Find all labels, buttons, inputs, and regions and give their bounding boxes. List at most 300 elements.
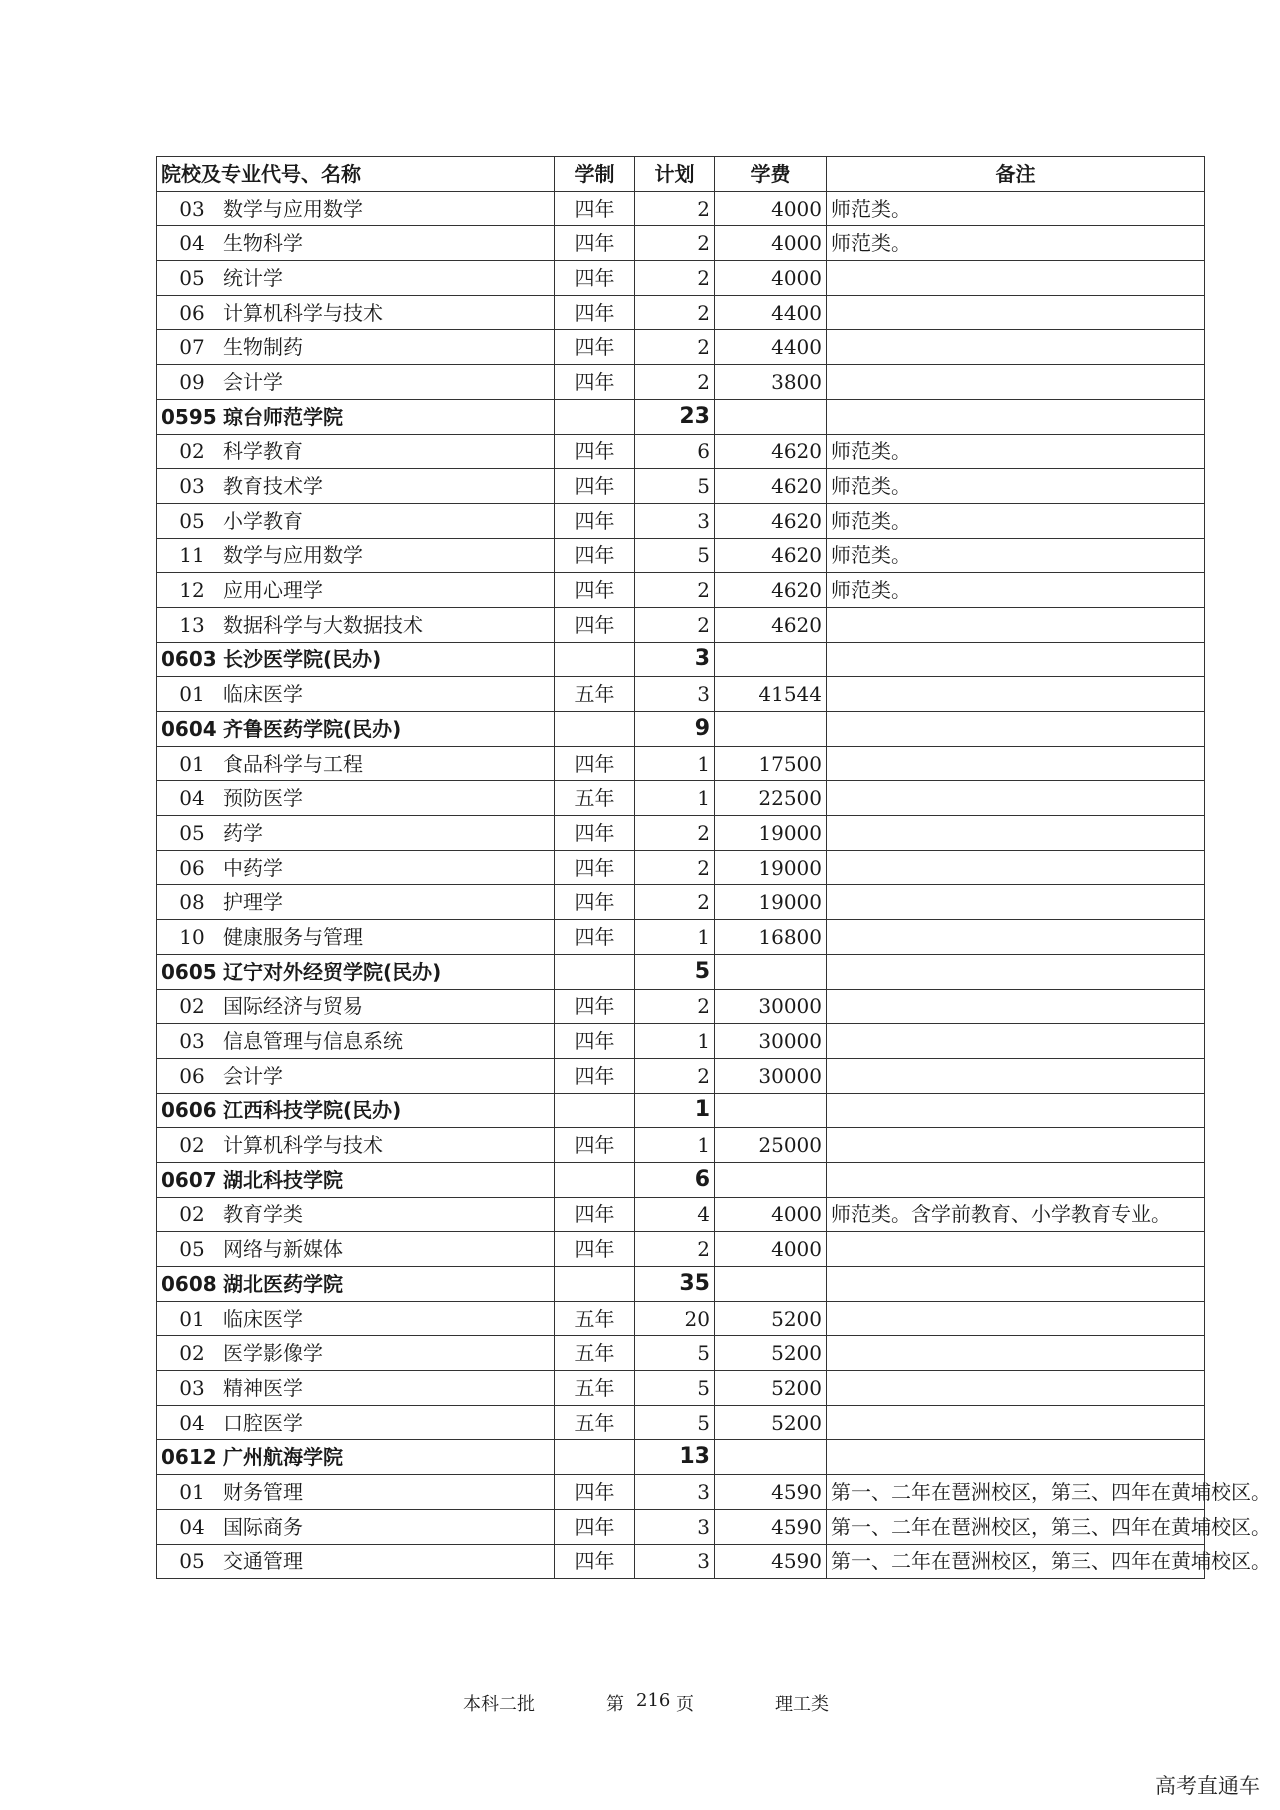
major-row: [157, 1128, 1205, 1163]
major-name: 数学与应用数学: [223, 543, 363, 568]
cell-note: [827, 885, 1205, 920]
major-code: 04: [179, 786, 205, 811]
cell-plan: 2: [635, 1232, 715, 1267]
cell-plan: 5: [635, 954, 715, 989]
major-row: [157, 434, 1205, 469]
major-row: [157, 1336, 1205, 1371]
cell-fee: 4620: [715, 434, 827, 469]
footer-batch: 本科二批: [463, 1694, 535, 1715]
cell-fee: 4590: [715, 1544, 827, 1579]
cell-note: [827, 399, 1205, 434]
cell-note: [827, 1162, 1205, 1197]
cell-plan: 2: [635, 261, 715, 296]
cell-note: [827, 954, 1205, 989]
cell-duration: [555, 1162, 635, 1197]
cell-plan: 2: [635, 885, 715, 920]
cell-fee: [715, 712, 827, 747]
cell-note: [827, 816, 1205, 851]
major-code: 01: [179, 751, 205, 776]
school-code: 0612: [161, 1445, 217, 1470]
school-row: [157, 954, 1205, 989]
cell-fee: 25000: [715, 1128, 827, 1163]
cell-note: 第一、二年在琶洲校区，第三、四年在黄埔校区。: [827, 1544, 1205, 1579]
cell-fee: 4620: [715, 503, 827, 538]
major-row: [157, 1301, 1205, 1336]
major-row: [157, 261, 1205, 296]
school-row: [157, 1093, 1205, 1128]
cell-fee: [715, 1440, 827, 1475]
major-name: 计算机科学与技术: [223, 300, 383, 325]
cell-plan: 2: [635, 816, 715, 851]
cell-note: [827, 1336, 1205, 1371]
cell-fee: 4620: [715, 573, 827, 608]
cell-plan: 2: [635, 573, 715, 608]
cell-fee: 4000: [715, 191, 827, 226]
major-name: 会计学: [223, 369, 283, 394]
cell-plan: 1: [635, 920, 715, 955]
school-code: 0606: [161, 1098, 217, 1123]
cell-note: [827, 1267, 1205, 1302]
school-row: [157, 1440, 1205, 1475]
school-code: 0595: [161, 404, 217, 429]
major-name: 预防医学: [223, 786, 303, 811]
cell-name: [157, 1371, 555, 1406]
major-code: 05: [179, 265, 205, 290]
cell-name: [157, 1058, 555, 1093]
cell-name: [157, 954, 555, 989]
major-code: 06: [179, 300, 205, 325]
cell-name: [157, 1509, 555, 1544]
cell-duration: 四年: [555, 226, 635, 261]
cell-note: 师范类。: [827, 191, 1205, 226]
school-name: 广州航海学院: [223, 1445, 343, 1470]
cell-fee: 4000: [715, 261, 827, 296]
cell-fee: 4000: [715, 226, 827, 261]
cell-plan: 3: [635, 642, 715, 677]
cell-name: [157, 1336, 555, 1371]
cell-plan: 6: [635, 434, 715, 469]
cell-name: [157, 434, 555, 469]
cell-note: [827, 1440, 1205, 1475]
cell-duration: 五年: [555, 781, 635, 816]
major-row: [157, 1475, 1205, 1510]
cell-duration: 四年: [555, 1475, 635, 1510]
cell-fee: 5200: [715, 1336, 827, 1371]
major-row: [157, 1509, 1205, 1544]
cell-name: [157, 1128, 555, 1163]
major-row: [157, 191, 1205, 226]
cell-fee: 4000: [715, 1197, 827, 1232]
cell-plan: 2: [635, 191, 715, 226]
cell-name: [157, 261, 555, 296]
cell-name: [157, 642, 555, 677]
cell-plan: 2: [635, 226, 715, 261]
major-code: 03: [179, 1029, 205, 1054]
table-body: [157, 191, 1271, 1579]
cell-duration: 四年: [555, 885, 635, 920]
cell-fee: 4400: [715, 295, 827, 330]
cell-fee: 30000: [715, 989, 827, 1024]
major-code: 04: [179, 1410, 205, 1435]
cell-fee: 4620: [715, 607, 827, 642]
header-plan: 计划: [635, 157, 715, 192]
major-code: 02: [179, 1341, 205, 1366]
cell-plan: 2: [635, 295, 715, 330]
cell-note: [827, 781, 1205, 816]
school-code: 0607: [161, 1167, 217, 1192]
page-footer: [0, 1690, 1280, 1716]
cell-name: [157, 1301, 555, 1336]
cell-name: [157, 1405, 555, 1440]
cell-fee: 16800: [715, 920, 827, 955]
cell-fee: 19000: [715, 885, 827, 920]
cell-note: [827, 1232, 1205, 1267]
footer-category: 理工类: [775, 1694, 829, 1715]
major-code: 05: [179, 508, 205, 533]
school-code: 0603: [161, 647, 217, 672]
school-name: 湖北医药学院: [223, 1271, 343, 1296]
cell-duration: 四年: [555, 746, 635, 781]
cell-fee: 4000: [715, 1232, 827, 1267]
major-name: 国际经济与贸易: [223, 994, 363, 1019]
cell-plan: 1: [635, 1128, 715, 1163]
major-code: 06: [179, 855, 205, 880]
cell-note: [827, 712, 1205, 747]
cell-plan: 3: [635, 1475, 715, 1510]
cell-duration: 五年: [555, 1405, 635, 1440]
major-code: 02: [179, 1133, 205, 1158]
major-row: [157, 469, 1205, 504]
cell-name: [157, 573, 555, 608]
school-code: 0608: [161, 1271, 217, 1296]
major-name: 交通管理: [223, 1549, 303, 1574]
cell-fee: 4400: [715, 330, 827, 365]
cell-note: 师范类。: [827, 573, 1205, 608]
cell-plan: 4: [635, 1197, 715, 1232]
major-code: 01: [179, 1479, 205, 1504]
major-row: [157, 1024, 1205, 1059]
cell-fee: 4590: [715, 1475, 827, 1510]
cell-duration: 四年: [555, 920, 635, 955]
cell-name: [157, 712, 555, 747]
cell-duration: 四年: [555, 816, 635, 851]
cell-name: [157, 607, 555, 642]
cell-fee: [715, 1267, 827, 1302]
cell-name: [157, 191, 555, 226]
cell-fee: 4620: [715, 538, 827, 573]
major-code: 03: [179, 474, 205, 499]
cell-fee: 5200: [715, 1301, 827, 1336]
cell-plan: 2: [635, 850, 715, 885]
major-name: 生物制药: [223, 335, 303, 360]
major-row: [157, 885, 1205, 920]
major-name: 临床医学: [223, 1306, 303, 1331]
major-code: 11: [179, 543, 205, 568]
cell-duration: 四年: [555, 1197, 635, 1232]
cell-name: [157, 677, 555, 712]
major-row: [157, 1371, 1205, 1406]
cell-name: [157, 538, 555, 573]
cell-note: [827, 677, 1205, 712]
school-row: [157, 712, 1205, 747]
major-name: 数学与应用数学: [223, 196, 363, 221]
school-name: 长沙医学院(民办): [223, 647, 382, 672]
school-name: 辽宁对外经贸学院(民办): [223, 959, 442, 984]
cell-note: [827, 330, 1205, 365]
major-name: 药学: [223, 820, 263, 845]
major-name: 国际商务: [223, 1514, 303, 1539]
major-name: 信息管理与信息系统: [223, 1029, 403, 1054]
cell-duration: 四年: [555, 261, 635, 296]
cell-plan: 5: [635, 1336, 715, 1371]
major-row: [157, 1197, 1205, 1232]
cell-plan: 35: [635, 1267, 715, 1302]
major-name: 医学影像学: [223, 1341, 323, 1366]
school-row: [157, 642, 1205, 677]
cell-plan: 20: [635, 1301, 715, 1336]
major-code: 05: [179, 1549, 205, 1574]
cell-plan: 2: [635, 989, 715, 1024]
school-name: 齐鲁医药学院(民办): [223, 716, 402, 741]
cell-plan: 1: [635, 1093, 715, 1128]
cell-duration: [555, 1440, 635, 1475]
major-code: 02: [179, 439, 205, 464]
cell-duration: 五年: [555, 677, 635, 712]
major-name: 教育学类: [223, 1202, 303, 1227]
cell-fee: 17500: [715, 746, 827, 781]
major-code: 12: [179, 578, 205, 603]
cell-note: [827, 642, 1205, 677]
cell-fee: 30000: [715, 1058, 827, 1093]
footer-page-prefix: 第: [606, 1694, 624, 1715]
cell-fee: 5200: [715, 1405, 827, 1440]
school-row: [157, 1162, 1205, 1197]
major-name: 网络与新媒体: [223, 1237, 343, 1262]
major-name: 会计学: [223, 1063, 283, 1088]
major-code: 09: [179, 369, 205, 394]
cell-fee: [715, 954, 827, 989]
major-code: 10: [179, 924, 205, 949]
cell-duration: 四年: [555, 1058, 635, 1093]
cell-name: [157, 1024, 555, 1059]
major-code: 01: [179, 682, 205, 707]
cell-note: [827, 365, 1205, 400]
cell-duration: 四年: [555, 1509, 635, 1544]
cell-note: [827, 989, 1205, 1024]
cell-duration: 五年: [555, 1371, 635, 1406]
cell-name: [157, 1162, 555, 1197]
cell-plan: 3: [635, 677, 715, 712]
cell-name: [157, 365, 555, 400]
cell-plan: 5: [635, 538, 715, 573]
major-name: 护理学: [223, 890, 283, 915]
cell-fee: 5200: [715, 1371, 827, 1406]
cell-fee: [715, 642, 827, 677]
cell-name: [157, 469, 555, 504]
major-row: [157, 607, 1205, 642]
cell-note: 师范类。: [827, 538, 1205, 573]
cell-duration: [555, 1267, 635, 1302]
cell-name: [157, 920, 555, 955]
major-row: [157, 850, 1205, 885]
cell-duration: 四年: [555, 434, 635, 469]
major-code: 02: [179, 994, 205, 1019]
cell-duration: 四年: [555, 365, 635, 400]
major-name: 中药学: [223, 855, 283, 880]
cell-fee: 3800: [715, 365, 827, 400]
cell-duration: 四年: [555, 1024, 635, 1059]
cell-name: [157, 746, 555, 781]
major-row: [157, 365, 1205, 400]
major-name: 精神医学: [223, 1375, 303, 1400]
cell-note: [827, 850, 1205, 885]
cell-fee: 22500: [715, 781, 827, 816]
major-name: 口腔医学: [223, 1410, 303, 1435]
major-code: 01: [179, 1306, 205, 1331]
cell-duration: [555, 1093, 635, 1128]
cell-plan: 3: [635, 1509, 715, 1544]
major-name: 临床医学: [223, 682, 303, 707]
major-code: 06: [179, 1063, 205, 1088]
cell-name: [157, 399, 555, 434]
cell-note: [827, 1024, 1205, 1059]
major-row: [157, 1058, 1205, 1093]
cell-note: [827, 1128, 1205, 1163]
major-row: [157, 781, 1205, 816]
header-duration: 学制: [555, 157, 635, 192]
major-row: [157, 1544, 1205, 1579]
cell-plan: 23: [635, 399, 715, 434]
major-code: 05: [179, 1237, 205, 1262]
major-name: 应用心理学: [223, 578, 323, 603]
major-code: 03: [179, 1375, 205, 1400]
cell-duration: 四年: [555, 1232, 635, 1267]
school-row: [157, 399, 1205, 434]
cell-note: 师范类。: [827, 226, 1205, 261]
cell-plan: 5: [635, 469, 715, 504]
cell-duration: 四年: [555, 1128, 635, 1163]
school-row: [157, 1267, 1205, 1302]
school-code: 0604: [161, 716, 217, 741]
cell-duration: 四年: [555, 607, 635, 642]
major-name: 生物科学: [223, 231, 303, 256]
cell-duration: [555, 399, 635, 434]
school-name: 琼台师范学院: [223, 404, 343, 429]
cell-name: [157, 885, 555, 920]
cell-plan: 5: [635, 1405, 715, 1440]
cell-fee: [715, 1093, 827, 1128]
cell-duration: [555, 712, 635, 747]
table-header-row: [157, 157, 1205, 192]
major-name: 食品科学与工程: [223, 751, 363, 776]
cell-note: [827, 1371, 1205, 1406]
cell-name: [157, 1093, 555, 1128]
cell-duration: 五年: [555, 1336, 635, 1371]
major-row: [157, 503, 1205, 538]
cell-note: 师范类。: [827, 434, 1205, 469]
cell-plan: 2: [635, 607, 715, 642]
cell-name: [157, 1232, 555, 1267]
cell-note: [827, 1058, 1205, 1093]
cell-note: [827, 1405, 1205, 1440]
major-row: [157, 920, 1205, 955]
school-name: 江西科技学院(民办): [223, 1098, 402, 1123]
cell-duration: 四年: [555, 989, 635, 1024]
major-code: 02: [179, 1202, 205, 1227]
cell-fee: 19000: [715, 816, 827, 851]
cell-plan: 2: [635, 330, 715, 365]
cell-name: [157, 1267, 555, 1302]
cell-fee: 4590: [715, 1509, 827, 1544]
school-code: 0605: [161, 959, 217, 984]
cell-name: [157, 850, 555, 885]
cell-duration: 四年: [555, 503, 635, 538]
cell-fee: 19000: [715, 850, 827, 885]
cell-note: [827, 746, 1205, 781]
cell-name: [157, 295, 555, 330]
major-name: 统计学: [223, 265, 283, 290]
cell-name: [157, 989, 555, 1024]
cell-duration: [555, 954, 635, 989]
major-code: 04: [179, 1514, 205, 1539]
major-row: [157, 816, 1205, 851]
major-name: 健康服务与管理: [223, 924, 363, 949]
cell-fee: 4620: [715, 469, 827, 504]
major-code: 04: [179, 231, 205, 256]
major-name: 计算机科学与技术: [223, 1133, 383, 1158]
cell-duration: 五年: [555, 1301, 635, 1336]
major-row: [157, 1232, 1205, 1267]
major-row: [157, 1405, 1205, 1440]
cell-plan: 5: [635, 1371, 715, 1406]
major-code: 13: [179, 612, 205, 637]
cell-plan: 9: [635, 712, 715, 747]
cell-duration: 四年: [555, 538, 635, 573]
footer-page-number: 216: [636, 1690, 671, 1711]
cell-note: [827, 1093, 1205, 1128]
major-name: 财务管理: [223, 1479, 303, 1504]
cell-name: [157, 816, 555, 851]
cell-plan: 3: [635, 1544, 715, 1579]
cell-fee: [715, 399, 827, 434]
cell-note: [827, 607, 1205, 642]
major-name: 科学教育: [223, 439, 303, 464]
cell-duration: [555, 642, 635, 677]
major-row: [157, 746, 1205, 781]
major-name: 数据科学与大数据技术: [223, 612, 423, 637]
major-row: [157, 330, 1205, 365]
cell-plan: 1: [635, 781, 715, 816]
cell-duration: 四年: [555, 573, 635, 608]
enrollment-plan-table: [156, 156, 1271, 1579]
cell-name: [157, 330, 555, 365]
cell-note: 师范类。: [827, 503, 1205, 538]
school-name: 湖北科技学院: [223, 1167, 343, 1192]
watermark-text: 高考直通车: [1155, 1774, 1260, 1798]
cell-duration: 四年: [555, 1544, 635, 1579]
footer-page-suffix: 页: [676, 1694, 694, 1715]
cell-name: [157, 1544, 555, 1579]
cell-name: [157, 1440, 555, 1475]
cell-duration: 四年: [555, 330, 635, 365]
cell-plan: 1: [635, 746, 715, 781]
major-code: 08: [179, 890, 205, 915]
cell-note: [827, 295, 1205, 330]
cell-note: 师范类。含学前教育、小学教育专业。: [827, 1197, 1205, 1232]
cell-plan: 1: [635, 1024, 715, 1059]
cell-plan: 3: [635, 503, 715, 538]
cell-fee: 30000: [715, 1024, 827, 1059]
